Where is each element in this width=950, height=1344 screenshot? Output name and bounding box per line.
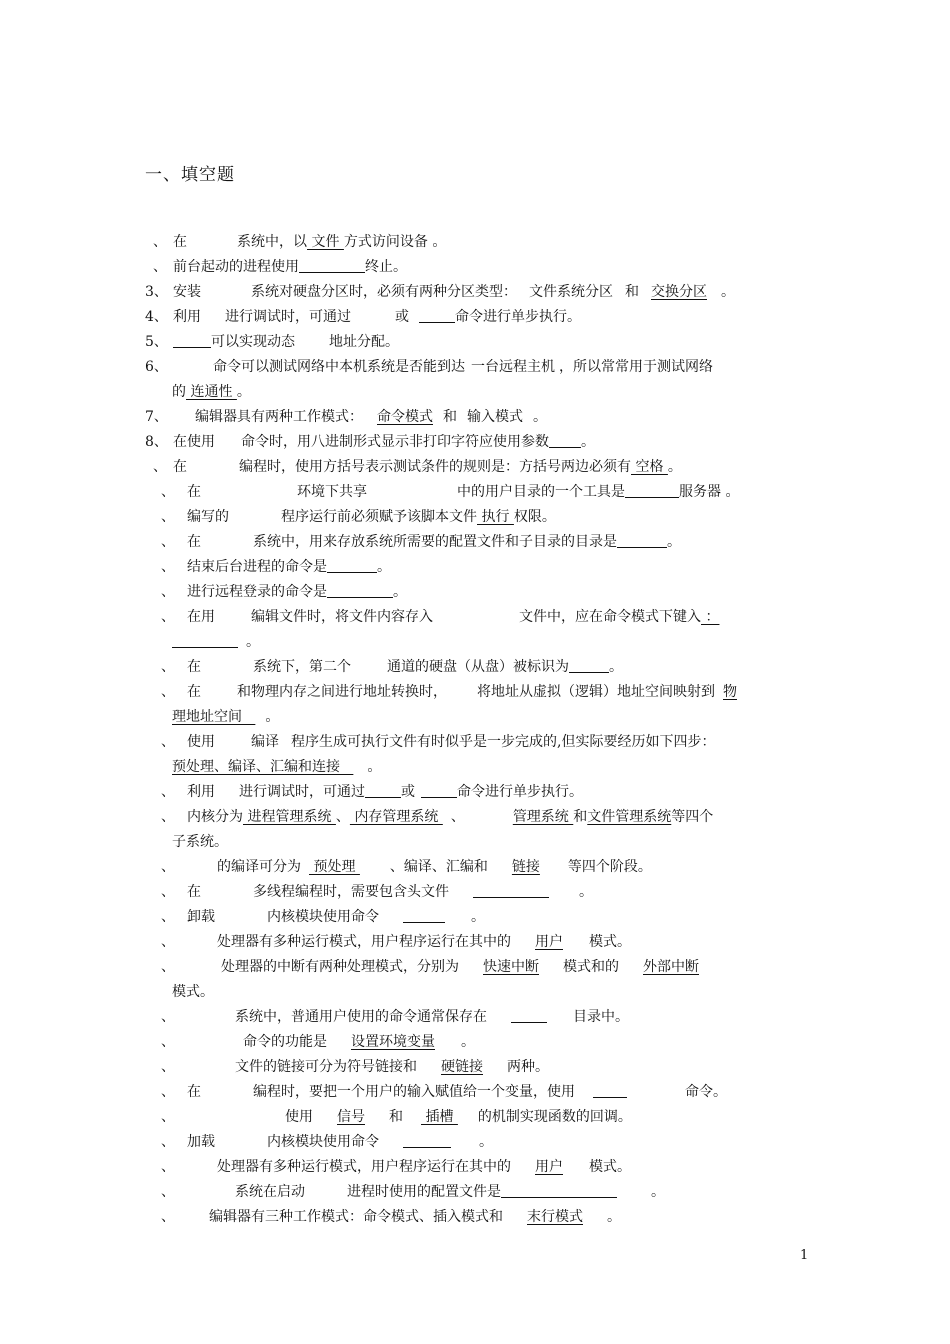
answer: 命令模式 <box>377 409 433 425</box>
question-11: 、 编写的 程序运行前必须赋予该脚本文件 执行 权限。 <box>161 509 556 525</box>
answer: 理地址空间 <box>172 709 242 725</box>
answer-blank <box>625 483 679 498</box>
answer: 信号 <box>337 1109 365 1125</box>
answer: 文件管理系统 <box>587 809 672 825</box>
question-5: 5、 可以实现动态 地址分配。 <box>145 334 399 350</box>
page-number: 1 <box>800 1248 809 1263</box>
question-19: 、 利用 进行调试时，可通过 或 命令进行单步执行。 <box>161 784 583 800</box>
answer: 进程管理系统 <box>243 809 336 825</box>
question-3: 3、 安装 系统对硬盘分区时，必须有两种分区类型： 文件系统分区 和 交换分区 。 <box>145 284 735 300</box>
question-10: 、 在 环境下共享 中的用户目录的一个工具是 服务器 。 <box>161 484 740 500</box>
question-15-line-2: 。 <box>172 630 260 654</box>
answer: 外部中断 <box>643 959 699 975</box>
answer-blank <box>403 908 445 923</box>
question-13: 、 结束后台进程的命令是 。 <box>161 559 391 575</box>
answer-blank <box>549 433 581 448</box>
answer-blank <box>327 583 393 598</box>
answer-blank <box>173 333 211 348</box>
question-7: 7、 编辑器具有两种工作模式： 命令模式 和 输入模式 。 <box>145 409 547 425</box>
question-2: 、 前台起动的进程使用 终止。 <box>153 259 407 275</box>
question-32: 、 处理器有多种运行模式，用户程序运行在其中的 用户 模式。 <box>161 1159 631 1175</box>
answer-blank <box>365 783 401 798</box>
answer: 插槽 <box>421 1109 458 1125</box>
question-14: 、 进行远程登录的命令是 。 <box>161 584 407 600</box>
answer: 文件 <box>307 234 344 250</box>
question-26: 、 系统中，普通用户使用的命令通常保存在 目录中。 <box>161 1009 629 1025</box>
question-9: 、 在 编程时，使用方括号表示测试条件的规则是：方括号两边必须有 空格 。 <box>153 459 682 475</box>
question-24: 、 处理器有多种运行模式，用户程序运行在其中的 用户 模式。 <box>161 934 631 950</box>
question-31: 、 加载 内核模块使用命令 。 <box>161 1134 493 1150</box>
question-29: 、 在 编程时，要把一个用户的输入赋值给一个变量，使用 命令。 <box>161 1084 727 1100</box>
answer: 末行模式 <box>527 1209 583 1225</box>
question-15: 、 在用 编辑文件时，将文件内容存入 文件中，应在命令模式下键入 ： <box>161 609 720 625</box>
answer: 空格 <box>631 459 668 475</box>
answer-blank <box>299 258 365 273</box>
question-34: 、 编辑器有三种工作模式：命令模式、插入模式和 末行模式 。 <box>161 1209 621 1225</box>
question-25-line-2: 模式。 <box>172 984 214 1000</box>
question-27: 、 命令的功能是 设置环境变量 。 <box>161 1034 475 1050</box>
answer: 设置环境变量 <box>351 1034 435 1050</box>
answer: 预处理 <box>309 859 360 875</box>
answer-blank <box>501 1183 617 1198</box>
question-30: 、 使用 信号 和 插槽 的机制实现函数的回调。 <box>161 1109 632 1125</box>
answer: 交换分区 <box>651 284 707 300</box>
question-21: 、 的编译可分为 预处理 、编译、汇编和 链接 等四个阶段。 <box>161 859 652 875</box>
answer: 物 <box>723 684 737 700</box>
answer-blank <box>327 558 377 573</box>
question-1: 、 在 系统中，以 文件 方式访问设备 。 <box>153 234 447 250</box>
question-4: 4、 利用 进行调试时，可通过 或 命令进行单步执行。 <box>145 309 581 325</box>
question-6-line-2: 的 连通性 。 <box>172 384 251 400</box>
answer: 内存管理系统 <box>349 809 443 825</box>
answer: ： <box>701 609 720 625</box>
question-33: 、 系统在启动 进程时使用的配置文件是 。 <box>161 1184 665 1200</box>
answer: 用户 <box>535 934 563 950</box>
question-12: 、 在 系统中，用来存放系统所需要的配置文件和子目录的目录是 。 <box>161 534 681 550</box>
answer: 用户 <box>535 1159 563 1175</box>
question-25: 、 处理器的中断有两种处理模式，分别为 快速中断 模式和的 外部中断 <box>161 959 699 975</box>
question-20-line-2: 子系统。 <box>172 834 228 850</box>
question-16: 、 在 系统下，第二个 通道的硬盘（从盘）被标识为 。 <box>161 659 623 675</box>
answer: 管理系统 <box>512 809 574 825</box>
question-8: 8、 在使用 命令时，用八进制形式显示非打印字符应使用参数 。 <box>145 434 595 450</box>
answer: 连通性 <box>186 384 237 400</box>
answer: 硬链接 <box>441 1059 483 1075</box>
question-6: 6、 命令可以测试网络中本机系统是否能到达 一台远程主机 ，所以常常用于测试网络 <box>145 359 713 375</box>
answer-blank <box>421 783 457 798</box>
question-28: 、 文件的链接可分为符号链接和 硬链接 两种。 <box>161 1059 549 1075</box>
answer-blank <box>617 533 667 548</box>
question-23: 、 卸载 内核模块使用命令 。 <box>161 909 485 925</box>
answer-blank <box>569 658 609 673</box>
question-17-line-2: 理地址空间 。 <box>172 709 280 725</box>
answer-blank <box>593 1083 627 1098</box>
answer-blank <box>172 633 238 648</box>
answer-blank <box>403 1133 451 1148</box>
answer: 快速中断 <box>483 959 539 975</box>
answer: 执行 <box>477 509 514 525</box>
answer: 链接 <box>511 859 540 875</box>
question-18-line-2: 预处理、编译、汇编和连接 。 <box>172 759 382 775</box>
answer-blank <box>473 883 549 898</box>
question-18: 、 使用 编译 程序生成可执行文件有时似乎是一步完成的,但实际要经历如下四步： <box>161 734 716 750</box>
question-22: 、 在 多线程编程时，需要包含头文件 。 <box>161 884 593 900</box>
answer: 预处理、编译、汇编和连接 <box>172 759 340 775</box>
question-17: 、 在 和物理内存之间进行地址转换时， 将地址从虚拟（逻辑）地址空间映射到 物 <box>161 684 737 700</box>
answer-blank <box>511 1008 547 1023</box>
answer-blank <box>419 308 455 323</box>
question-20: 、 内核分为 进程管理系统 、 内存管理系统 、 管理系统 和文件管理系统等四个 <box>161 809 714 825</box>
page-title: 一、填空题 <box>145 165 235 185</box>
